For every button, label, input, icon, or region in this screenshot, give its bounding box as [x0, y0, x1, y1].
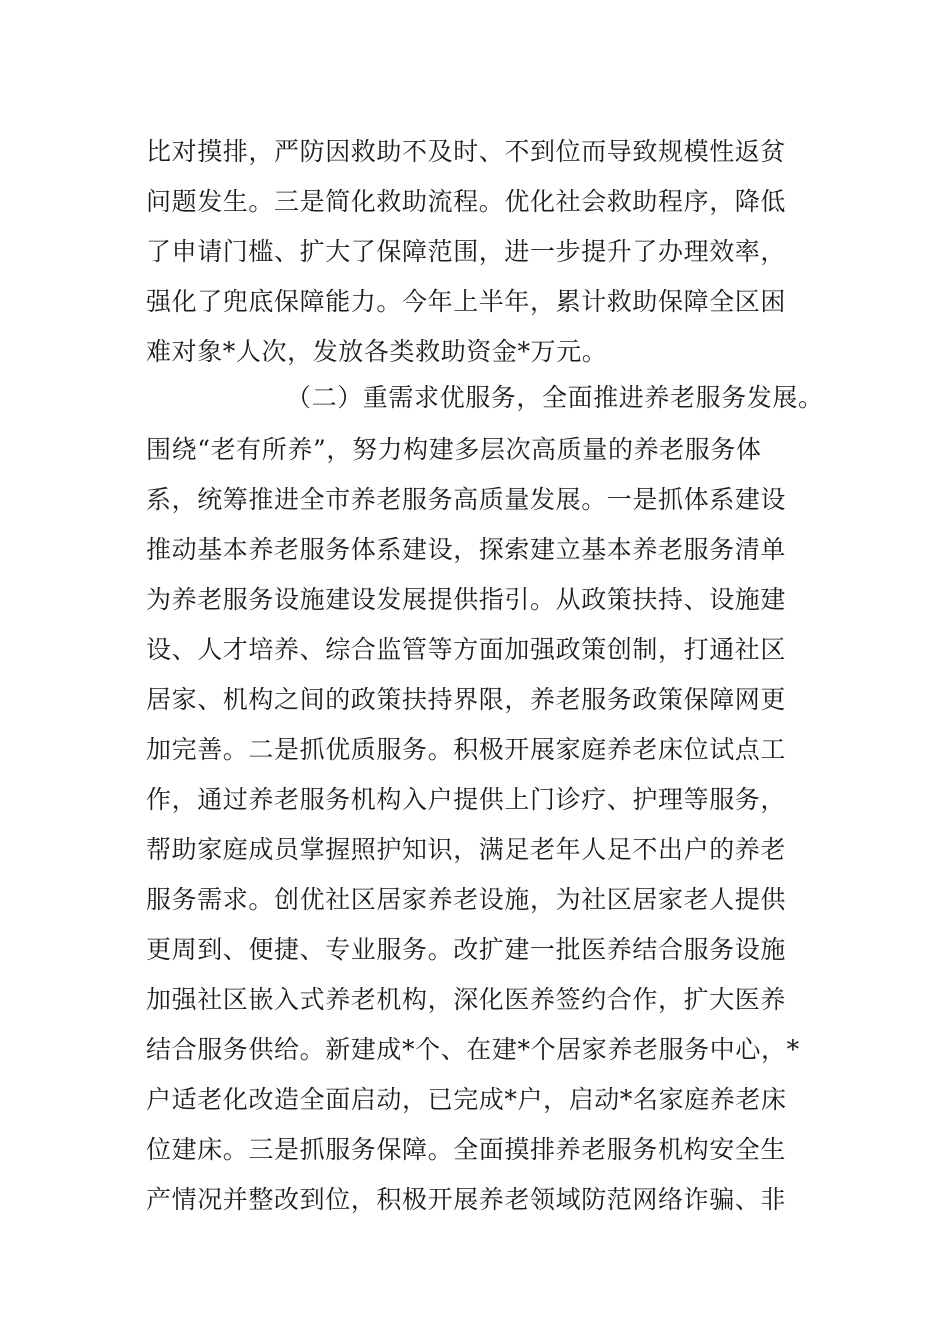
text-line: 推动基本养老服务体系建设，探索建立基本养老服务清单 [146, 535, 787, 564]
text-line: 更周到、便捷、专业服务。改扩建一批医养结合服务设施 [146, 935, 787, 964]
text-line: 结合服务供给。新建成*个、在建*个居家养老服务中心，* [146, 1035, 800, 1064]
text-line: 加强社区嵌入式养老机构，深化医养签约合作，扩大医养 [146, 985, 787, 1014]
section-heading: （二）重需求优服务，全面推进养老服务发展。 [286, 383, 824, 412]
text-line: 位建床。三是抓服务保障。全面摸排养老服务机构安全生 [146, 1135, 787, 1164]
text-line: 系，统筹推进全市养老服务高质量发展。一是抓体系建设 [146, 485, 787, 514]
text-line: 户适老化改造全面启动，已完成*户，启动*名家庭养老床 [146, 1085, 787, 1114]
text-line: 帮助家庭成员掌握照护知识，满足老年人足不出户的养老 [146, 835, 787, 864]
text-line: 难对象*人次，发放各类救助资金*万元。 [146, 337, 608, 366]
text-line: 强化了兜底保障能力。今年上半年，累计救助保障全区困 [146, 287, 787, 316]
text-line: 产情况并整改到位，积极开展养老领域防范网络诈骗、非 [146, 1185, 787, 1214]
text-line: 围绕“老有所养”，努力构建多层次高质量的养老服务体 [146, 435, 762, 464]
text-line: 居家、机构之间的政策扶持界限，养老服务政策保障网更 [146, 685, 787, 714]
text-line: 为养老服务设施建设发展提供指引。从政策扶持、设施建 [146, 585, 787, 614]
text-line: 作，通过养老服务机构入户提供上门诊疗、护理等服务， [146, 785, 787, 814]
text-line: 问题发生。三是简化救助流程。优化社会救助程序，降低 [146, 187, 787, 216]
text-line: 设、人才培养、综合监管等方面加强政策创制，打通社区 [146, 635, 787, 664]
text-line: 加完善。二是抓优质服务。积极开展家庭养老床位试点工 [146, 735, 787, 764]
text-line: 比对摸排，严防因救助不及时、不到位而导致规模性返贫 [146, 137, 787, 166]
text-line: 服务需求。创优社区居家养老设施，为社区居家老人提供 [146, 885, 787, 914]
text-line: 了申请门槛、扩大了保障范围，进一步提升了办理效率， [146, 237, 787, 266]
